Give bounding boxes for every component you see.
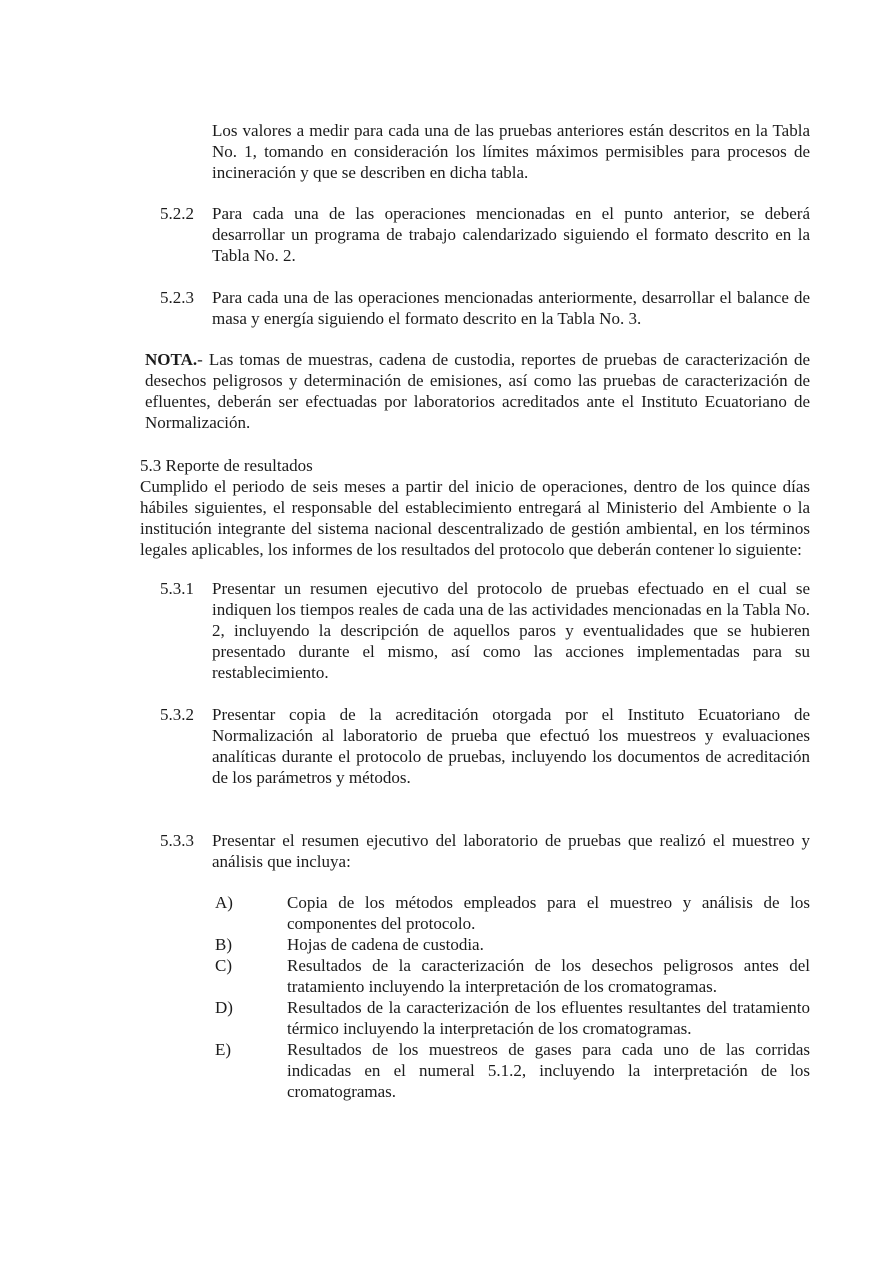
lettered-item-e — [215, 1039, 810, 1102]
item-text: Resultados de los muestreos de gases para cada uno de las corridas indicadas en el numeral 5.1.2, incluyendo la interpretación de los cromatogramas. — [287, 1040, 810, 1101]
numbered-item-5-3-3 — [160, 830, 810, 872]
item-number: 5.2.3 — [160, 288, 194, 307]
nota-paragraph — [145, 349, 810, 433]
item-number: 5.3.3 — [160, 831, 194, 850]
item-letter: B) — [215, 935, 232, 954]
item-number: 5.2.2 — [160, 204, 194, 223]
numbered-item-5-3-2 — [160, 704, 810, 788]
item-text: Presentar copia de la acreditación otorgada por el Instituto Ecuatoriano de Normalización al laboratorio de prueba que efectuó los muestreos y evaluaciones analíticas durante el protocolo de pruebas, incluyendo los documentos de acreditación de los parámetros y métodos. — [212, 705, 810, 787]
item-number: 5.3.2 — [160, 705, 194, 724]
item-number: 5.3.1 — [160, 579, 194, 598]
item-letter: A) — [215, 893, 233, 912]
item-letter: E) — [215, 1040, 232, 1059]
nota-label: NOTA. — [145, 350, 198, 369]
nota-text: - Las tomas de muestras, cadena de custodia, reportes de pruebas de caracterización de desechos peligrosos y determinación de emisiones, así como las pruebas de caracterización de efluentes, deberán ser efectuadas por laboratorios acreditados ante el Instituto Ecuatoriano de Normalización. — [145, 350, 810, 432]
section-heading-5-3: 5.3 Reporte de resultados — [140, 456, 313, 475]
numbered-item-5-3-1 — [160, 578, 810, 683]
item-text: Copia de los métodos empleados para el muestreo y análisis de los componentes del protocolo. — [287, 893, 810, 933]
numbered-item-5-2-3 — [160, 287, 810, 329]
lettered-item-a — [215, 892, 810, 934]
lettered-item-c — [215, 955, 810, 997]
item-letter: D) — [215, 998, 233, 1017]
item-text: Para cada una de las operaciones mencionadas anteriormente, desarrollar el balance de masa y energía siguiendo el formato descrito en la Tabla No. 3. — [212, 288, 810, 328]
item-text: Hojas de cadena de custodia. — [287, 935, 484, 954]
item-text: Para cada una de las operaciones mencionadas en el punto anterior, se deberá desarrollar un programa de trabajo calendarizado siguiendo el formato descrito en la Tabla No. 2. — [212, 204, 810, 265]
item-text: Presentar el resumen ejecutivo del laboratorio de pruebas que realizó el muestreo y análisis que incluya: — [212, 831, 810, 871]
intro-paragraph: Los valores a medir para cada una de las pruebas anteriores están descritos en la Tabla No. 1, tomando en consideración los límites máximos permisibles para procesos de incineración y que se describen en dicha tabla. — [212, 121, 810, 182]
lettered-item-b — [215, 934, 810, 955]
section-5-3-paragraph: Cumplido el periodo de seis meses a partir del inicio de operaciones, dentro de los quince días hábiles siguientes, el responsable del establecimiento entregará al Ministerio del Ambiente o la institución integrante del sistema nacional descentralizado de gestión ambiental, en los términos legales aplicables, los informes de los resultados del protocolo que deberán contener lo siguiente: — [140, 477, 810, 559]
item-text: Resultados de la caracterización de los efluentes resultantes del tratamiento térmico incluyendo la interpretación de los cromatogramas. — [287, 998, 810, 1038]
item-text: Presentar un resumen ejecutivo del protocolo de pruebas efectuado en el cual se indiquen los tiempos reales de cada una de las actividades mencionadas en la Tabla No. 2, incluyendo la descripción de aquellos paros y eventualidades que se hubieren presentado durante el mismo, así como las acciones implementadas para su restablecimiento. — [212, 579, 810, 682]
item-letter: C) — [215, 956, 232, 975]
lettered-item-d — [215, 997, 810, 1039]
item-text: Resultados de la caracterización de los desechos peligrosos antes del tratamiento incluyendo la interpretación de los cromatogramas. — [287, 956, 810, 996]
numbered-item-5-2-2 — [160, 203, 810, 266]
